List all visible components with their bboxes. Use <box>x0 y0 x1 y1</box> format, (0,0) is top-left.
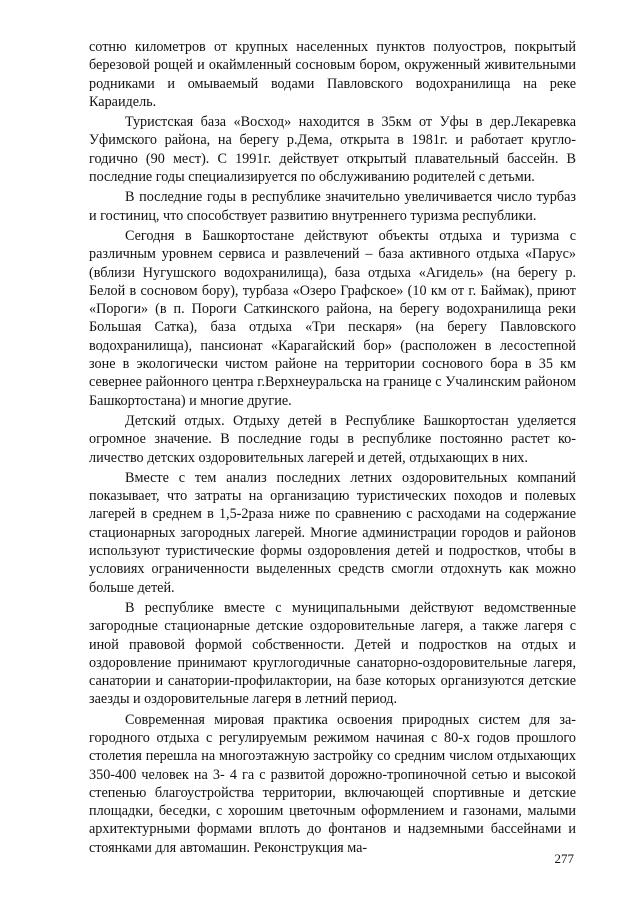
page-number: 277 <box>554 851 574 866</box>
paragraph-world-practice: Современная мировая практика освоения природных систем для загородного отдыха с регулируемым режимом начиная с 80-х годов прошлого столетия перешла на многоэтажную застройку со средним числом отдыхающих 350-400 человек на 3- 4 га с развитой дорожно-тропиночной сетью и высокой степенью благоустройства территории, включающей спортивные и детские площадки, беседки, с хорошим цветочным оформлением и газонами, малыми архитектурными формами вплоть до фонтанов и надземными бассейнами и стоянками для автомашин. Реконструкция ма- <box>89 711 576 856</box>
paragraph-continuation: сотню километров от крупных населенных пунктов полуостров, покрытый березовой рощей и окаймленный сосновым бором, окруженный живительными родниками и омываемый водами Павловского водохранилища на реке Караидель. <box>89 39 576 110</box>
paragraph-tourbase-growth: В последние годы в республике значительно увеличивается число турбаз и гостиниц, что способствует развитию внутреннего туризма республики. <box>89 189 576 224</box>
paragraph-camp-costs: Вместе с тем анализ последних летних оздоровительных компаний показывает, что затраты на организацию туристических походов и полевых лагерей в среднем в 1,5-2раза ниже по сравнению с расходами на содержание стационарных загородных лагерей. Многие администрации городов и районов используют туристические формы оздоровления детей и подростков, чтобы в условиях ограниченности выделенных средств смогли отдохнуть как можно больше детей. <box>89 469 576 596</box>
paragraph-children-recreation: Детский отдых. Отдыху детей в Республике Башкортостан уделяется огромное значение. В последние годы в республике постоянно растет количество детских оздоровительных лагерей и детей, отдыхающих в них. <box>89 412 576 466</box>
paragraph-departmental-camps: В республике вместе с муниципальными действуют ведомственные загородные стационарные детские оздоровительные лагеря, а также лагеря с иной правовой формой собственности. Детей и подростков на отдых и оздоровление принимают круглогодичные санаторно-оздоровительные лагеря, санатории и санатории-профилактории, на базе которых организуются детские заезды и оздоровительные лагеря в летний период. <box>89 599 576 708</box>
paragraph-voskhod-base: Туристская база «Восход» находится в 35км от Уфы в дер.Лекаревка Уфимского района, на берегу р.Дема, открыта в 1981г. и работает круглогодично (90 мест). С 1991г. действует открытый плавательный бассейн. В последние годы специализируется по обслуживанию родителей с детьми. <box>89 114 576 186</box>
paragraph-recreation-objects: Сегодня в Башкортостане действуют объекты отдыха и туризма с различным уровнем сервиса и развлечений – база активного отдыха «Парус» (вблизи Нугушского водохранилища), база отдыха «Агидель» (на берегу р. Белой в сосновом бору), турбаза «Озеро Графское» (10 км от г. Баймак), приют «Пороги» (в п. Пороги Саткинского района, на берегу водохранилища реки Большая Сатка), база отдыха «Три пескаря» (на берегу Павловского водохранилища), пансионат «Карагайский бор» (расположен в лесостепной зоне в экологически чистом районе на территории соснового бора в 35 км севернее районного центра г.Верхнеуральска на границе с Учалинским районом Башкортостана) и многие другие. <box>89 227 576 409</box>
